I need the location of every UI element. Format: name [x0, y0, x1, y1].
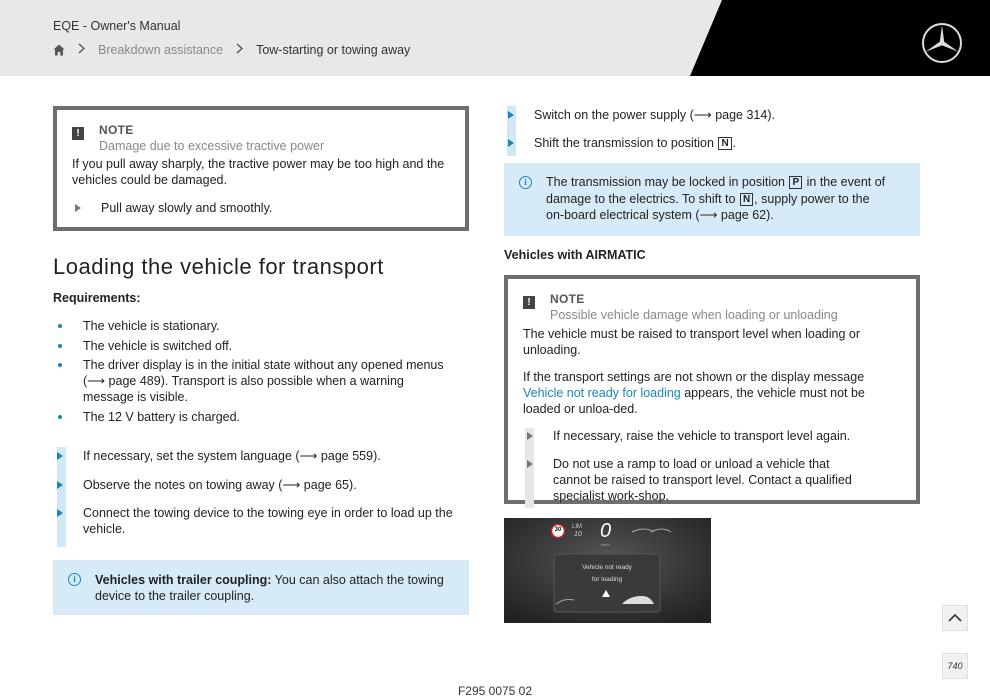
instrument-cluster-image	[504, 518, 711, 623]
requirements-list	[58, 318, 458, 428]
triangle-bullet-icon	[75, 204, 81, 212]
display-message-line1: Vehicle not ready	[582, 564, 632, 571]
triangle-bullet-icon	[527, 460, 533, 468]
home-icon[interactable]	[53, 44, 65, 56]
step-item	[57, 505, 457, 537]
display-message-line2: for loading	[591, 576, 623, 583]
bullet-dot-icon	[58, 415, 62, 419]
airmatic-heading: Vehicles with AIRMATIC	[504, 248, 646, 262]
note-action	[527, 456, 867, 504]
gear-key-n: N	[740, 193, 753, 206]
step-text	[534, 135, 736, 151]
note-subtitle: Damage due to excessive tractive power	[99, 139, 325, 153]
image-caption: F295 0075 02	[457, 684, 533, 698]
note-text-part: If the transport settings are not shown or the display message	[523, 370, 865, 384]
note-box-tractive-power	[53, 106, 469, 231]
bullet-dot-icon	[58, 344, 62, 348]
info-rest: You can also attach the towing device to the trailer coupling.	[95, 573, 444, 603]
limiter-value: 10	[574, 531, 582, 538]
section-heading: Loading the vehicle for transport	[53, 254, 384, 279]
note-title: NOTE	[550, 292, 585, 306]
limiter-label: LIM	[572, 524, 583, 530]
gear-key-p: P	[789, 176, 802, 189]
chevron-right-icon	[78, 42, 85, 57]
triangle-bullet-icon	[57, 509, 63, 517]
info-box-transmission	[504, 163, 920, 236]
list-item	[58, 338, 458, 354]
breadcrumb-current: Tow-starting or towing away	[256, 42, 411, 57]
info-bold: Vehicles with trailer coupling:	[95, 573, 272, 587]
note-action-text: If necessary, raise the vehicle to transport level again.	[553, 429, 851, 443]
info-icon: i	[68, 573, 81, 586]
step-item	[508, 135, 908, 151]
info-box-trailer	[53, 560, 469, 615]
step-text-part: Shift the transmission to position	[534, 136, 718, 150]
app-title: EQE - Owner's Manual	[53, 19, 181, 33]
info-text	[546, 174, 886, 224]
step-text: Connect the towing device to the towing eye in order to load up the vehicle.	[83, 506, 453, 536]
scroll-to-top-button[interactable]	[942, 605, 968, 631]
step-text-part: .	[732, 136, 737, 150]
list-item	[58, 357, 448, 405]
page-number-button[interactable]: 740	[942, 653, 968, 679]
triangle-bullet-icon	[527, 432, 533, 440]
note-text: The vehicle must be raised to transport level when loading or unloading.	[523, 327, 860, 357]
requirements-label: Requirements:	[53, 291, 141, 305]
note-text-part: appears, the vehicle must not be loaded or unloa-ded.	[523, 386, 865, 416]
note-text	[523, 369, 901, 417]
gear-key-n: N	[718, 137, 731, 150]
breadcrumb	[53, 42, 410, 57]
note-text: If you pull away sharply, the tractive power may be too high and the vehicles could be damaged.	[72, 157, 445, 187]
triangle-bullet-icon	[508, 139, 514, 147]
triangle-bullet-icon	[57, 452, 63, 460]
info-text	[95, 572, 445, 604]
info-text-part: in the event of damage to the electrics. To shift to	[546, 175, 886, 206]
info-text-part: , supply power to the on-board electrical system (⟶ page 62).	[546, 191, 870, 222]
chevron-right-icon	[236, 42, 243, 57]
step-text: Observe the notes on towing away (⟶ page 65).	[83, 478, 357, 492]
step-item	[508, 107, 908, 123]
warning-icon: !	[523, 296, 535, 309]
list-item	[58, 318, 458, 334]
note-action-text: Do not use a ramp to load or unload a vehicle that cannot be raised to transport level. Contact a qualified specialist work-shop.	[553, 457, 852, 503]
step-item	[57, 448, 457, 464]
requirement-text: The 12 V battery is charged.	[83, 409, 241, 424]
speed-limit-sign: 30	[554, 527, 562, 533]
requirement-text: The driver display is in the initial state without any opened menus (⟶ page 489). Transport is also possible when a warning message is visible.	[83, 358, 444, 404]
note-box-loading-damage	[504, 275, 920, 504]
bullet-dot-icon	[58, 324, 62, 328]
warning-icon: !	[72, 127, 84, 140]
info-text-part: The transmission may be locked in position	[546, 175, 789, 189]
speed-readout: 0	[600, 520, 612, 542]
chevron-up-icon	[943, 606, 967, 630]
bullet-dot-icon	[58, 363, 62, 367]
note-action-text: Pull away slowly and smoothly.	[101, 201, 273, 215]
requirement-text: The vehicle is switched off.	[83, 338, 233, 353]
display-message-link[interactable]: Vehicle not ready for loading	[523, 386, 681, 400]
list-item	[58, 409, 458, 425]
step-text: Switch on the power supply (⟶ page 314).	[534, 108, 775, 122]
note-title: NOTE	[99, 123, 134, 137]
triangle-bullet-icon	[57, 481, 63, 489]
triangle-bullet-icon	[508, 111, 514, 119]
breadcrumb-parent-link[interactable]: Breakdown assistance	[98, 42, 224, 57]
step-item	[57, 477, 457, 493]
note-subtitle: Possible vehicle damage when loading or unloading	[550, 308, 838, 322]
info-icon: i	[519, 176, 532, 189]
speed-unit: km/h	[601, 542, 610, 547]
step-text: If necessary, set the system language (⟶ page 559).	[83, 449, 381, 463]
note-action	[75, 200, 450, 216]
requirement-text: The vehicle is stationary.	[83, 319, 220, 333]
note-action	[527, 428, 901, 444]
brand-star-logo[interactable]	[921, 22, 963, 64]
